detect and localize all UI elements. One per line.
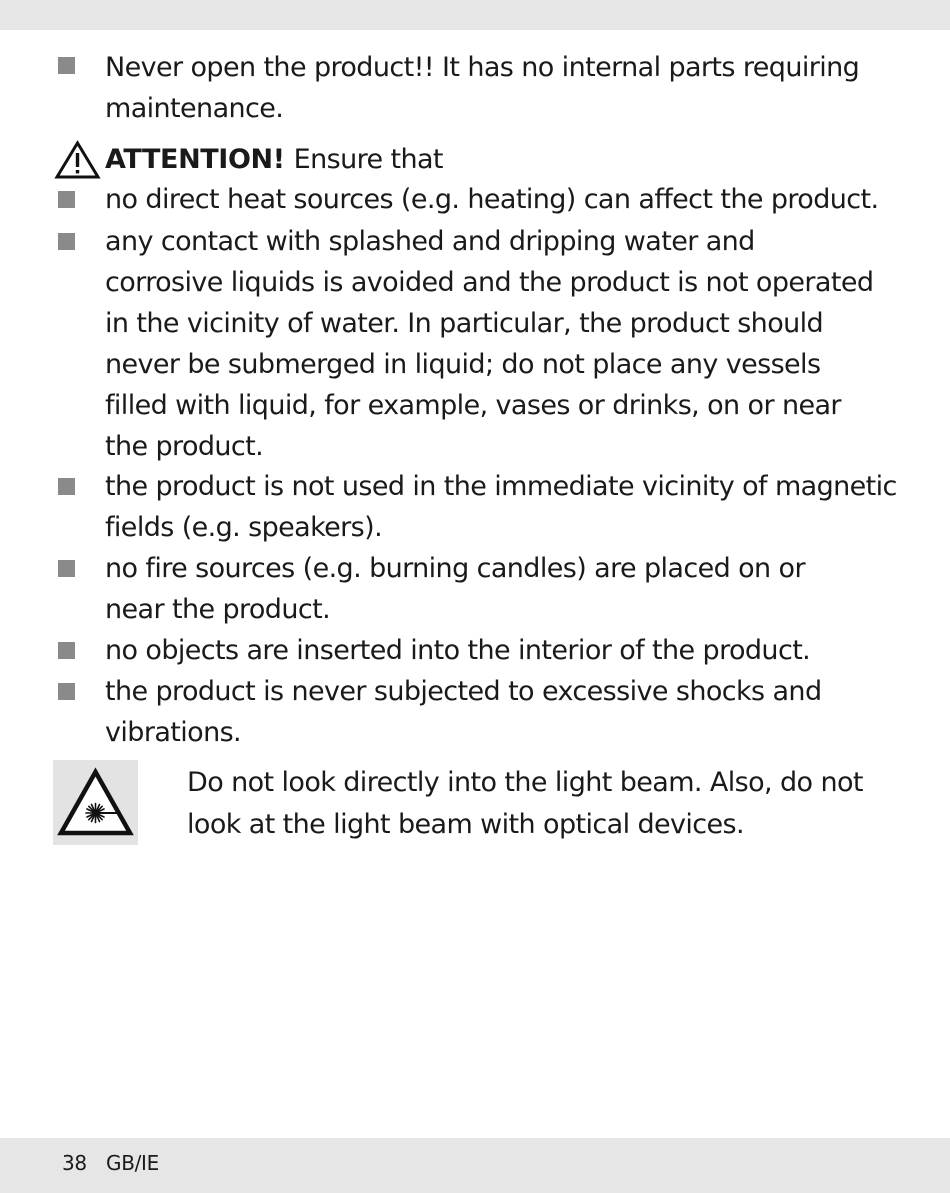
text-line: any contact with splashed and dripping water and: [105, 226, 755, 257]
text-line: look at the light beam with optical devices.: [187, 809, 744, 840]
text-line: maintenance.: [105, 93, 284, 124]
text-line: no direct heat sources (e.g. heating) can affect the product.: [105, 184, 879, 215]
attention-text: Ensure that: [293, 144, 443, 175]
text-line: the product is not used in the immediate vicinity of magnetic: [105, 471, 897, 502]
list-item-text: [105, 221, 873, 467]
text-line: Do not look directly into the light beam. Also, do not: [187, 767, 863, 798]
text-line: never be submerged in liquid; do not place any vessels: [105, 349, 821, 380]
text-line: fields (e.g. speakers).: [105, 512, 383, 543]
bullet-square-icon: [58, 683, 75, 700]
list-item-text: [105, 47, 859, 129]
bullet-square-icon: [58, 191, 75, 208]
list-item-text: [105, 179, 878, 220]
text-line: the product.: [105, 431, 264, 462]
top-margin-bar: [0, 0, 950, 30]
laser-warning-text: [187, 762, 863, 846]
page-number: 38: [62, 1151, 87, 1175]
laser-warning-icon-box: [53, 760, 138, 845]
attention-heading: [54, 139, 443, 180]
attention-label: ATTENTION!: [105, 144, 285, 175]
text-line: no objects are inserted into the interior of the product.: [105, 635, 811, 666]
bullet-square-icon: [58, 478, 75, 495]
bullet-square-icon: [58, 560, 75, 577]
list-item-text: [105, 671, 821, 753]
bullet-square-icon: [58, 233, 75, 250]
list-item-text: [105, 466, 897, 548]
text-line: near the product.: [105, 594, 331, 625]
text-line: no fire sources (e.g. burning candles) are placed on or: [105, 553, 805, 584]
text-line: vibrations.: [105, 717, 242, 748]
list-item-text: [105, 548, 805, 630]
language-code: GB/IE: [106, 1151, 159, 1175]
bullet-square-icon: [58, 642, 75, 659]
warning-triangle-icon: [54, 140, 101, 180]
text-line: Never open the product!! It has no internal parts requiring: [105, 52, 860, 83]
list-item-text: [105, 630, 810, 671]
text-line: filled with liquid, for example, vases or drinks, on or near: [105, 390, 841, 421]
text-line: in the vicinity of water. In particular, the product should: [105, 308, 824, 339]
text-line: corrosive liquids is avoided and the product is not operated: [105, 267, 874, 298]
page-footer: [0, 1138, 950, 1193]
laser-warning-icon: [53, 760, 138, 845]
bullet-square-icon: [58, 57, 75, 74]
text-line: the product is never subjected to excessive shocks and: [105, 676, 822, 707]
